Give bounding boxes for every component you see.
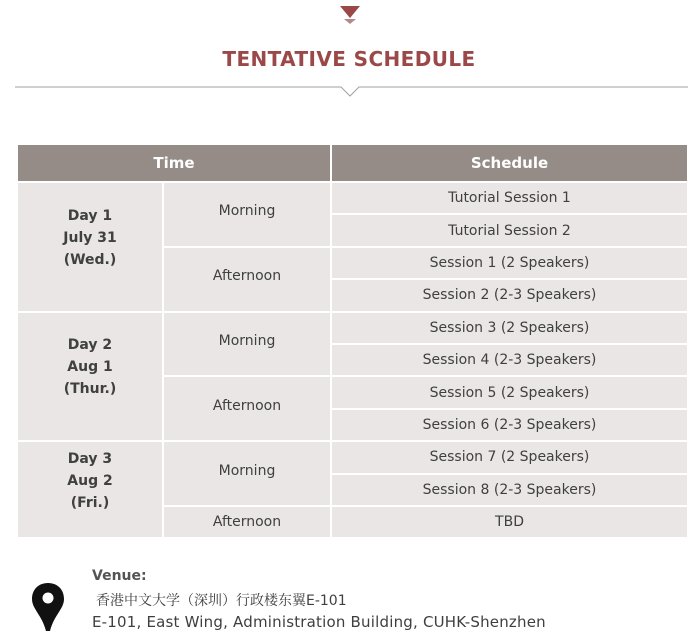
- day-number: Day 2: [67, 337, 113, 354]
- period-cell: [163, 312, 331, 377]
- session-cell: Session 6 (2-3 Speakers): [331, 409, 688, 441]
- session-cell: TBD: [331, 506, 688, 538]
- session-cell: Session 4 (2-3 Speakers): [331, 344, 688, 376]
- day-date: Aug 1: [67, 359, 113, 376]
- session-cell: Session 7 (2 Speakers): [331, 441, 688, 473]
- day-weekday: (Fri.): [70, 494, 110, 511]
- period-label: Morning: [218, 332, 276, 349]
- period-label: Afternoon: [212, 268, 282, 285]
- map-pin-icon: [30, 581, 66, 633]
- session-cell: Tutorial Session 2: [331, 214, 688, 246]
- day-date: Aug 2: [67, 472, 113, 489]
- venue-address-english: E-101, East Wing, Administration Building, CUHK-Shenzhen: [92, 613, 546, 631]
- day-cell: [17, 312, 163, 442]
- period-label: Morning: [218, 203, 276, 220]
- period-label: Morning: [218, 462, 276, 479]
- day-weekday: (Thur.): [63, 381, 117, 398]
- session-cell: Session 3 (2 Speakers): [331, 312, 688, 344]
- period-cell: [163, 182, 331, 247]
- day-cell: [17, 441, 163, 538]
- schedule-table: [16, 143, 689, 539]
- venue-address-chinese: 香港中文大学（深圳）行政楼东翼E-101: [96, 593, 347, 609]
- page-title: TENTATIVE SCHEDULE: [222, 47, 476, 71]
- session-cell: Tutorial Session 1: [331, 182, 688, 214]
- period-cell: [163, 376, 331, 441]
- day-weekday: (Wed.): [63, 251, 117, 268]
- session-cell: Session 1 (2 Speakers): [331, 247, 688, 279]
- period-label: Afternoon: [212, 514, 282, 531]
- session-cell: Session 2 (2-3 Speakers): [331, 279, 688, 311]
- title-divider: [15, 86, 688, 98]
- day-number: Day 1: [67, 207, 113, 224]
- chevron-down-icon: [339, 5, 361, 25]
- time-header: Time: [17, 144, 331, 182]
- venue-label: Venue:: [92, 568, 147, 584]
- session-cell: Session 5 (2 Speakers): [331, 376, 688, 408]
- day-cell: [17, 182, 163, 312]
- period-label: Afternoon: [212, 397, 282, 414]
- period-cell: [163, 441, 331, 506]
- period-cell: [163, 247, 331, 312]
- table-header-row: [17, 144, 688, 182]
- schedule-header: Schedule: [331, 144, 688, 182]
- day-date: July 31: [63, 229, 117, 246]
- period-cell: [163, 506, 331, 538]
- table-row: [17, 182, 688, 214]
- table-row: [17, 441, 688, 473]
- venue-block: [30, 566, 690, 636]
- session-cell: Session 8 (2-3 Speakers): [331, 474, 688, 506]
- table-row: [17, 312, 688, 344]
- day-number: Day 3: [67, 450, 113, 467]
